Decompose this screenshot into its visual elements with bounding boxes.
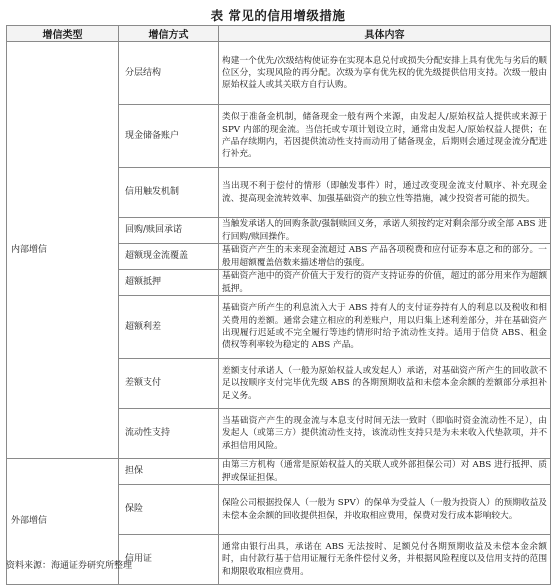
content-cell: 通常由银行出具，承诺在 ABS 无法按时、足额兑付各期预期收益及未偿本金余额时，由付款行基于信用证履行无条件偿付义务，并根据风险程度以及信用支持的范围和期限收取相应费用。 [219, 535, 551, 585]
method-cell: 担保 [119, 459, 219, 485]
content-cell: 基础资产池中的资产价值大于发行的资产支持证券的价值，超过的部分用来作为超额抵押。 [219, 270, 551, 296]
page-title: 表 常见的信用增级措施 [210, 8, 346, 23]
content-cell: 当基础资产产生的现金流与本息支付时间无法一致时（即临时资金流动性不足），由发起人（或第三方）提供流动性支持，该流动性支持只是为未来收入代垫款项，并不承担信用风险。 [219, 409, 551, 459]
content-cell: 基础资产所产生的利息流入大于 ABS 持有人的支付证券持有人的利息以及税收和相关费用的差额。通常会建立相应的利差账户，用以归集上述利差部分，并在基础资产出现履行迟延或不完全履行等违约情形时给予流动性支持。适用于信贷 ABS、租金债权等利率较为稳定的 ABS 产品。 [219, 296, 551, 359]
method-cell: 保险 [119, 485, 219, 535]
content-cell: 差额支付承诺人（一般为原始权益人或发起人）承诺，对基础资产所产生的回收款不足以按顺序支付完毕优先级 ABS 的各期预期收益和未偿本金余额的差额部分承担补足义务。 [219, 359, 551, 409]
content-cell: 构建一个优先/次级结构使证券在实现本息兑付或损失分配安排上具有优先与劣后的顺位区分，实现风险的再分配。次级为享有优先权的优先级提供信用支持。次级一般由原始权益人或其关联方自行认购。 [219, 42, 551, 105]
header-type: 增信类型 [7, 26, 119, 42]
method-cell: 分层结构 [119, 42, 219, 105]
method-cell: 超额利差 [119, 296, 219, 359]
table-row [7, 459, 551, 485]
method-cell: 信用触发机制 [119, 168, 219, 218]
method-cell: 流动性支持 [119, 409, 219, 459]
method-cell: 超额现金流覆盖 [119, 244, 219, 270]
content-cell: 类似于准备金机制，储备现金一般有两个来源，由发起人/原始权益人提供或来源于 SPV 内部的现金流。当信托或专项计划设立时，通常由发起人/原始权益人提供；在产品存续期内，若因提供流动性支持而动用了储备现金，后期则会通过现金流分配进行补充。 [219, 105, 551, 168]
content-cell: 保险公司根据投保人（一般为 SPV）的保单为受益人（一般为投资人）的预期收益及未偿本金余额的回收提供担保，并收取相应费用，保费对发行成本影响较大。 [219, 485, 551, 535]
content-cell: 基础资产产生的未来现金流超过 ABS 产品各项税费和应付证券本息之和的部分。一般用超额覆盖倍数来描述增信的强度。 [219, 244, 551, 270]
table-header-row [7, 26, 551, 42]
method-cell: 现金储备账户 [119, 105, 219, 168]
header-content: 具体内容 [219, 26, 551, 42]
method-cell: 信用证 [119, 535, 219, 585]
method-cell: 超额抵押 [119, 270, 219, 296]
header-method: 增信方式 [119, 26, 219, 42]
method-cell: 差额支付 [119, 359, 219, 409]
method-cell: 回购/赎回承诺 [119, 218, 219, 244]
source-note: 资料来源：海通证券研究所整理 [6, 561, 133, 571]
content-cell: 当触发承诺人的回购条款/强制赎回义务，承诺人须按约定对剩余部分或全部 ABS 进行回购/赎回操作。 [219, 218, 551, 244]
credit-enhancement-table [6, 25, 550, 585]
table-row [7, 42, 551, 105]
category-cell: 外部增信 [7, 459, 119, 585]
category-cell: 内部增信 [7, 42, 119, 459]
content-cell: 由第三方机构（通常是原始权益人的关联人或外部担保公司）对 ABS 进行抵押、质押或保证担保。 [219, 459, 551, 485]
content-cell: 当出现不利于偿付的情形（即触发事件）时，通过改变现金流支付顺序、补充现金流、提高现金流转效率、加强基础资产的独立性等措施，减少投资者可能的损失。 [219, 168, 551, 218]
